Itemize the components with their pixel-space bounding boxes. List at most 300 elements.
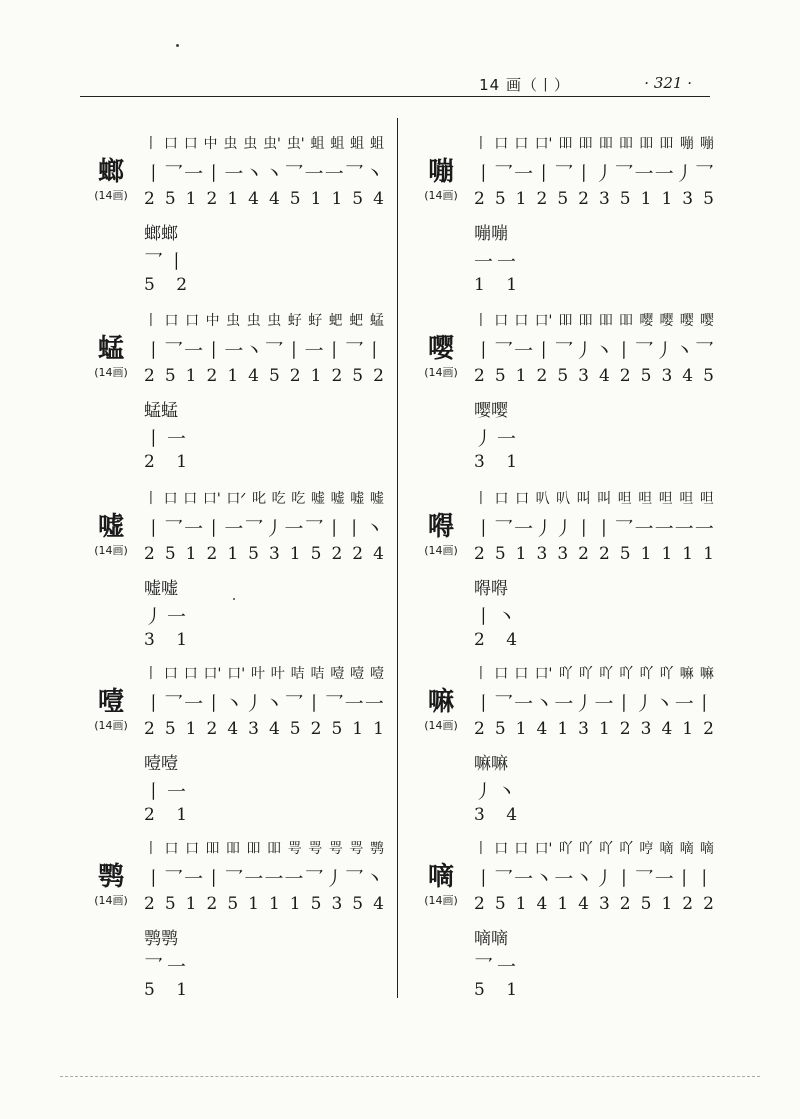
stroke-count-tag: (14画) [424, 544, 458, 557]
stroke-progression-step: 叭 [556, 491, 571, 507]
character-entry [410, 838, 714, 1000]
entry-character: 嘀 [427, 862, 454, 892]
stroke-progression-step: 口 [514, 841, 529, 857]
stroke-progression-step: 吅 [619, 313, 634, 329]
stroke-shape: 丨 [534, 340, 554, 362]
strokes-row [144, 864, 384, 888]
header-section-title: 14 画（丨） [479, 76, 570, 94]
stroke-code: 2 [474, 366, 485, 386]
continuation-progression: 嘀嘀 [474, 929, 508, 949]
strokes-row [144, 689, 384, 713]
continuation-codes: 5 1 [144, 980, 196, 1000]
stroke-code: 1 [640, 544, 652, 564]
character-entry [410, 133, 714, 295]
stroke-code: 1 [185, 544, 197, 564]
stroke-code: 5 [619, 189, 631, 209]
stroke-code: 4 [578, 894, 589, 914]
stroke-code: 4 [598, 366, 610, 386]
page-header [80, 72, 710, 97]
stroke-shape: 丨 [284, 340, 304, 362]
character-entry [410, 488, 714, 650]
stroke-progression-step: 嘣 [699, 136, 714, 152]
stroke-shape: 乛 [264, 340, 284, 362]
stroke-code: 3 [598, 894, 610, 914]
entry-character: 蜢 [97, 334, 124, 364]
stroke-progression-step: 哼 [639, 841, 654, 857]
stroke-code: 4 [248, 366, 259, 386]
stroke-code: 1 [682, 719, 694, 739]
stroke-shape: 一 [284, 868, 304, 890]
stroke-progression-step: 口 [185, 313, 200, 329]
stroke-shape: 丿 [574, 340, 594, 362]
stroke-shape: 丶 [244, 340, 264, 362]
numbers-row [144, 544, 384, 566]
stroke-progression-step: 嘀 [679, 841, 694, 857]
stroke-code: 5 [164, 719, 176, 739]
stroke-code: 4 [536, 894, 548, 914]
stroke-code: 2 [144, 189, 155, 209]
stroke-progression-step: 吅 [558, 136, 573, 152]
continuation-codes: 5 1 [474, 980, 526, 1000]
strokes-row [144, 159, 384, 183]
stroke-count-tag: (14画) [424, 719, 458, 732]
stroke-shape: 乛 [164, 868, 184, 890]
stroke-shape: 丨 [204, 340, 224, 362]
stroke-shape: 丨 [574, 518, 594, 540]
stroke-progression-step: 口 [494, 491, 509, 507]
stroke-progression-step: 吅 [659, 136, 674, 152]
stroke-shape: 丨 [474, 163, 494, 185]
stroke-shape: 一 [514, 868, 534, 890]
continuation-progression: 嘘嘘 [144, 579, 178, 599]
stroke-progression-step: 嘤 [659, 313, 674, 329]
stroke-progression-step: 虸 [308, 313, 323, 329]
stroke-shape: 丶 [534, 868, 554, 890]
stroke-shape: 乛 [494, 340, 514, 362]
stroke-code: 1 [310, 366, 322, 386]
continuation-codes: 5 2 [144, 275, 196, 295]
scan-speck [176, 44, 179, 47]
stroke-code: 1 [227, 366, 239, 386]
entry-character: 噎 [97, 687, 124, 717]
stroke-progression-step: 蛆 [330, 136, 345, 152]
stroke-progression-step: 口 [494, 136, 509, 152]
stroke-progression-step: 吅 [598, 313, 613, 329]
stroke-progression-step: 口 [183, 666, 198, 682]
stroke-progression-step: 吅 [619, 136, 634, 152]
stroke-shape: 丨 [204, 518, 224, 540]
stroke-code: 1 [227, 544, 239, 564]
stroke-shape: 丶 [574, 868, 594, 890]
stroke-shape: 丨 [594, 518, 614, 540]
stroke-shape: 丿 [324, 868, 344, 890]
continuation-progression: 嘛嘛 [474, 754, 508, 774]
stroke-code: 1 [598, 719, 610, 739]
stroke-shape: 一 [514, 693, 534, 715]
stroke-code: 2 [703, 719, 714, 739]
stroke-progression-step: 吅 [267, 841, 282, 857]
stroke-code: 2 [144, 894, 155, 914]
stroke-shape: 乛 [164, 693, 184, 715]
stroke-code: 1 [640, 189, 652, 209]
stroke-progression-step: 吅 [578, 136, 593, 152]
header-page-number: · 321 · [644, 74, 692, 92]
stroke-code: 1 [515, 719, 527, 739]
stroke-code: 2 [536, 366, 548, 386]
stroke-progression-step: 吅 [578, 313, 593, 329]
stroke-progression-step: 咭 [310, 666, 325, 682]
stroke-progression-step: 嘤 [699, 313, 714, 329]
stroke-count-tag: (14画) [424, 894, 458, 907]
stroke-progression-step: 蚆 [328, 313, 343, 329]
stroke-shape: 一 [364, 693, 384, 715]
stroke-code: 5 [494, 189, 506, 209]
progression-row [474, 663, 714, 683]
stroke-shape: 丿 [594, 163, 614, 185]
stroke-shape: 一 [264, 868, 284, 890]
stroke-progression-step: 口 [514, 666, 529, 682]
stroke-progression-step: 口 [164, 313, 179, 329]
stroke-code: 2 [206, 366, 218, 386]
stroke-code: 5 [557, 189, 569, 209]
stroke-code: 4 [268, 189, 280, 209]
stroke-progression-step: 吅 [639, 136, 654, 152]
stroke-shape: 丿 [574, 693, 594, 715]
stroke-progression-step: 口' [534, 313, 553, 329]
numbers-row [474, 189, 714, 211]
stroke-progression-step: 丨 [474, 136, 488, 152]
stroke-shape: 乛 [694, 163, 714, 185]
stroke-progression-step: 口ᐟ [226, 491, 247, 507]
stroke-shape: 乛 [554, 340, 574, 362]
progression-row [144, 488, 384, 508]
stroke-shape: 一 [304, 340, 324, 362]
stroke-progression-step: 吖 [598, 841, 613, 857]
stroke-code: 2 [578, 544, 589, 564]
stroke-code: 2 [144, 544, 155, 564]
stroke-progression-step: 嘣 [679, 136, 694, 152]
stroke-code: 5 [494, 894, 506, 914]
stroke-progression-step: 虫 [246, 313, 261, 329]
continuation-strokes: 丿丶 [474, 781, 521, 803]
stroke-shape: 丶 [244, 163, 264, 185]
stroke-progression-step: 中 [205, 313, 220, 329]
stroke-code: 1 [661, 544, 673, 564]
stroke-code: 3 [557, 544, 569, 564]
continuation-codes: 1 1 [474, 275, 526, 295]
stroke-shape: 丨 [144, 693, 164, 715]
stroke-progression-step: 吃 [271, 491, 286, 507]
stroke-code: 4 [661, 719, 673, 739]
stroke-progression-step: 叶 [270, 666, 285, 682]
stroke-code: 1 [682, 544, 694, 564]
stroke-code: 5 [164, 544, 176, 564]
stroke-shape: 丨 [614, 693, 634, 715]
stroke-code: 2 [474, 544, 485, 564]
continuation-strokes: 乛一 [144, 956, 191, 978]
stroke-shape: 丶 [264, 163, 284, 185]
stroke-shape: 丶 [654, 693, 674, 715]
stroke-shape: 一 [184, 340, 204, 362]
stroke-code: 3 [661, 366, 673, 386]
stroke-code: 2 [474, 189, 485, 209]
stroke-shape: 丨 [534, 163, 554, 185]
stroke-code: 2 [619, 366, 631, 386]
stroke-progression-step: 口' [227, 666, 246, 682]
continuation-strokes: 丨一 [144, 781, 191, 803]
stroke-code: 1 [289, 894, 301, 914]
stroke-count-tag: (14画) [94, 544, 128, 557]
continuation-strokes: 一一 [474, 251, 521, 273]
stroke-code: 5 [703, 366, 714, 386]
stroke-progression-step: 噎 [370, 666, 384, 682]
stroke-shape: 丨 [304, 693, 324, 715]
stroke-code: 1 [373, 719, 384, 739]
progression-row [474, 310, 714, 330]
stroke-shape: 丶 [364, 868, 384, 890]
stroke-progression-step: 口 [183, 136, 198, 152]
stroke-progression-step: 口 [163, 136, 178, 152]
stroke-shape: 乛 [344, 868, 364, 890]
stroke-shape: 乛 [634, 868, 654, 890]
stroke-code: 3 [578, 366, 589, 386]
entry-character: 嘛 [427, 687, 454, 717]
stroke-shape: 一 [184, 163, 204, 185]
stroke-code: 1 [515, 189, 527, 209]
stroke-code: 3 [598, 189, 610, 209]
stroke-shape: 丶 [224, 693, 244, 715]
stroke-code: 5 [619, 544, 631, 564]
stroke-shape: 一 [514, 163, 534, 185]
progression-row [474, 133, 714, 153]
continuation-progression: 嘣嘣 [474, 224, 508, 244]
stroke-progression-step: 口' [203, 666, 222, 682]
stroke-shape: 丨 [204, 163, 224, 185]
stroke-count-tag: (14画) [424, 189, 458, 202]
stroke-shape: 一 [634, 163, 654, 185]
strokes-row [474, 514, 714, 538]
stroke-code: 5 [331, 719, 343, 739]
stroke-shape: 一 [694, 518, 714, 540]
stroke-progression-step: 蜢 [369, 313, 384, 329]
stroke-code: 3 [682, 189, 694, 209]
stroke-shape: 乛 [494, 693, 514, 715]
stroke-count-tag: (14画) [94, 366, 128, 379]
stroke-progression-step: 吖 [558, 666, 573, 682]
stroke-code: 4 [373, 189, 384, 209]
stroke-progression-step: 叭 [535, 491, 550, 507]
continuation-strokes: 丿一 [144, 606, 191, 628]
stroke-code: 5 [164, 366, 176, 386]
stroke-progression-step: 嘘 [350, 491, 365, 507]
stroke-progression-step: 吅 [246, 841, 261, 857]
stroke-shape: 乛 [494, 163, 514, 185]
stroke-shape: 乛 [304, 518, 324, 540]
continuation-progression: 鹗鹗 [144, 929, 178, 949]
stroke-count-tag: (14画) [94, 894, 128, 907]
stroke-progression-step: 口' [534, 666, 553, 682]
stroke-code: 4 [373, 894, 384, 914]
stroke-code: 2 [619, 894, 631, 914]
stroke-shape: 丨 [574, 163, 594, 185]
stroke-code: 4 [248, 189, 259, 209]
stroke-progression-step: 丨 [474, 666, 488, 682]
stroke-shape: 丨 [364, 340, 384, 362]
stroke-code: 5 [640, 894, 652, 914]
stroke-shape: 一 [654, 518, 674, 540]
entry-character: 嘤 [427, 334, 454, 364]
stroke-progression-step: 吖 [619, 666, 634, 682]
stroke-progression-step: 蛆 [310, 136, 325, 152]
stroke-progression-step: 吖 [558, 841, 573, 857]
continuation-codes: 3 1 [474, 452, 526, 472]
continuation-codes: 2 4 [474, 630, 526, 650]
stroke-shape: 乛 [634, 340, 654, 362]
stroke-progression-step: 虫' [286, 136, 305, 152]
stroke-code: 1 [185, 189, 197, 209]
stroke-progression-step: 虫 [243, 136, 258, 152]
stroke-code: 2 [331, 544, 343, 564]
continuation-progression: 嘚嘚 [474, 579, 508, 599]
stroke-progression-step: 丨 [144, 666, 158, 682]
entry-character: 嘣 [427, 157, 454, 187]
stroke-code: 2 [578, 189, 589, 209]
stroke-code: 1 [310, 189, 322, 209]
stroke-code: 2 [206, 719, 218, 739]
stroke-shape: 一 [514, 518, 534, 540]
continuation-strokes: 丿一 [474, 428, 521, 450]
numbers-row [144, 366, 384, 388]
continuation-strokes: 乛一 [474, 956, 521, 978]
stroke-code: 5 [227, 894, 239, 914]
stroke-shape: 一 [634, 518, 654, 540]
stroke-progression-step: 口 [515, 491, 530, 507]
stroke-shape: 一 [184, 868, 204, 890]
stroke-progression-step: 吖 [639, 666, 654, 682]
stroke-code: 2 [703, 894, 714, 914]
stroke-progression-step: 叫 [576, 491, 591, 507]
stroke-progression-step: 虫 [223, 136, 238, 152]
stroke-shape: 丨 [344, 518, 364, 540]
stroke-shape: 一 [654, 868, 674, 890]
strokes-row [474, 864, 714, 888]
stroke-progression-step: 虫' [263, 136, 281, 152]
stroke-progression-step: 口 [494, 666, 509, 682]
bottom-rule [60, 1076, 760, 1077]
stroke-shape: 丿 [534, 518, 554, 540]
stroke-progression-step: 虫 [267, 313, 282, 329]
stroke-progression-step: 蛆 [350, 136, 365, 152]
stroke-progression-step: 吅 [205, 841, 220, 857]
stroke-code: 1 [227, 189, 239, 209]
stroke-progression-step: 咢 [349, 841, 364, 857]
stroke-progression-step: 嘘 [369, 491, 384, 507]
stroke-code: 1 [557, 894, 569, 914]
stroke-code: 5 [268, 366, 280, 386]
stroke-shape: 一 [184, 693, 204, 715]
stroke-shape: 丨 [144, 868, 164, 890]
stroke-shape: 乛 [324, 693, 344, 715]
continuation-strokes: 丨丶 [474, 606, 521, 628]
stroke-progression-step: 口 [494, 841, 509, 857]
stroke-code: 5 [640, 366, 652, 386]
stroke-code: 1 [515, 544, 527, 564]
stroke-progression-step: 口' [202, 491, 221, 507]
stroke-code: 1 [185, 894, 197, 914]
stroke-code: 5 [703, 189, 714, 209]
stroke-shape: 丨 [144, 163, 164, 185]
stroke-code: 5 [310, 894, 322, 914]
stroke-progression-step: 嘛 [699, 666, 714, 682]
stroke-shape: 丶 [534, 693, 554, 715]
progression-row [474, 838, 714, 858]
stroke-count-tag: (14画) [424, 366, 458, 379]
stroke-shape: 丨 [144, 518, 164, 540]
stroke-shape: 丨 [694, 693, 714, 715]
strokes-row [474, 159, 714, 183]
stroke-code: 5 [494, 719, 506, 739]
stroke-progression-step: 吅 [598, 136, 613, 152]
continuation-progression: 蜢蜢 [144, 401, 178, 421]
continuation-codes: 2 1 [144, 805, 196, 825]
stroke-shape: 乛 [614, 518, 634, 540]
stroke-shape: 乛 [694, 340, 714, 362]
stroke-shape: 一 [674, 693, 694, 715]
stroke-code: 4 [227, 719, 239, 739]
continuation-codes: 3 1 [144, 630, 196, 650]
stroke-code: 1 [515, 366, 527, 386]
stroke-progression-step: 呾 [699, 491, 714, 507]
stroke-code: 5 [289, 189, 301, 209]
stroke-shape: 一 [674, 518, 694, 540]
stroke-progression-step: 嘀 [659, 841, 674, 857]
stroke-shape: 乛 [164, 340, 184, 362]
numbers-row [144, 189, 384, 211]
stroke-code: 2 [144, 366, 155, 386]
stroke-progression-step: 呾 [679, 491, 694, 507]
stroke-code: 1 [352, 719, 364, 739]
stroke-shape: 丨 [204, 693, 224, 715]
stroke-progression-step: 叫 [597, 491, 612, 507]
stroke-shape: 乛 [284, 693, 304, 715]
stroke-progression-step: 口' [534, 136, 553, 152]
stroke-shape: 丶 [264, 693, 284, 715]
stroke-shape: 丿 [634, 693, 654, 715]
stroke-progression-step: 丨 [144, 313, 158, 329]
stroke-progression-step: 吖 [619, 841, 634, 857]
continuation-progression: 噎噎 [144, 754, 178, 774]
stroke-code: 2 [206, 189, 218, 209]
progression-row [144, 133, 384, 153]
stroke-shape: 乛 [344, 340, 364, 362]
stroke-shape: 一 [554, 693, 574, 715]
entry-character: 嘘 [97, 512, 124, 542]
stroke-code: 2 [206, 544, 218, 564]
stroke-code: 5 [289, 719, 301, 739]
stroke-progression-step: 丨 [474, 491, 488, 507]
stroke-progression-step: 咢 [287, 841, 302, 857]
stroke-code: 4 [536, 719, 548, 739]
stroke-code: 2 [289, 366, 301, 386]
strokes-row [144, 336, 384, 360]
stroke-code: 2 [536, 189, 548, 209]
continuation-progression: 螂螂 [144, 224, 178, 244]
stroke-progression-step: 咢 [308, 841, 323, 857]
stroke-progression-step: 呾 [658, 491, 673, 507]
stroke-code: 4 [682, 366, 694, 386]
stroke-progression-step: 吖 [578, 666, 593, 682]
stroke-progression-step: 嘀 [699, 841, 714, 857]
